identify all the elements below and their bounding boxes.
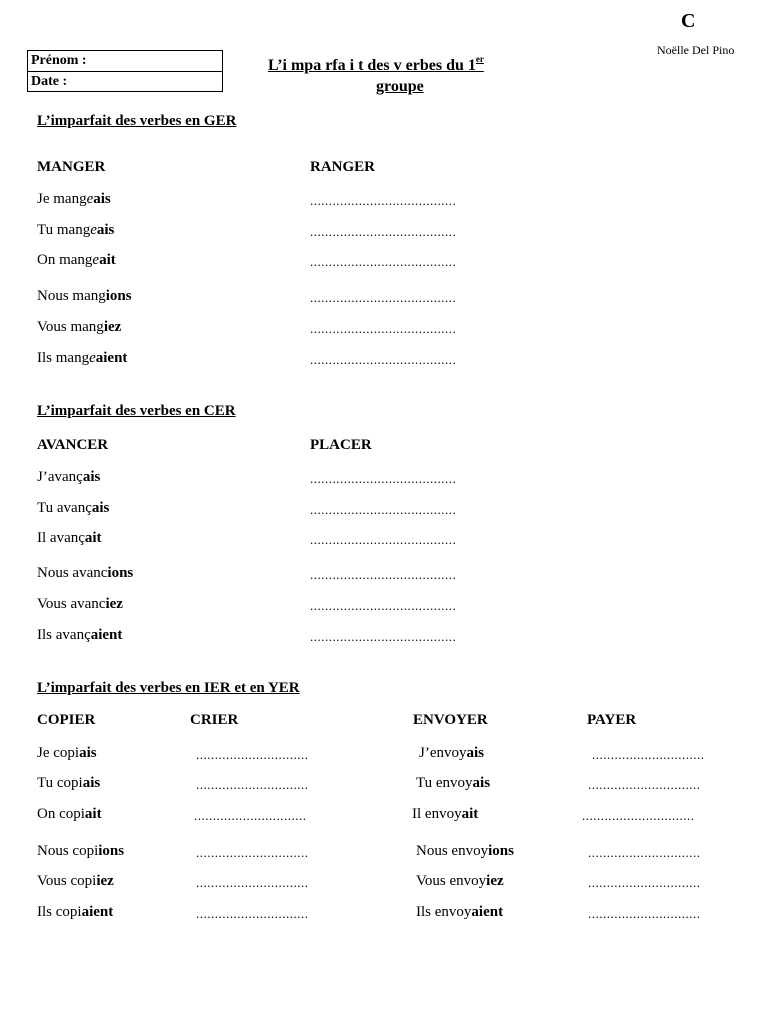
- verb-header-crier: CRIER: [190, 712, 239, 728]
- verb-stem: Ils mang: [37, 350, 90, 366]
- verb-stem: Vous mang: [37, 319, 104, 335]
- answer-blank[interactable]: ..............................: [592, 747, 705, 762]
- conjugation-form: [37, 904, 113, 921]
- corner-letter: C: [681, 10, 696, 32]
- conjugation-form: [37, 252, 116, 269]
- verb-stem: Ils avanç: [37, 627, 91, 643]
- verb-stem: On mang: [37, 252, 93, 268]
- verb-stem: Nous copi: [37, 843, 99, 859]
- verb-stem: Je copi: [37, 745, 80, 761]
- section-ier-yer-title: L’imparfait des verbes en IER et en YER: [37, 680, 300, 696]
- verb-stem: Je mang: [37, 191, 87, 207]
- conjugation-form: [416, 873, 504, 890]
- verb-header-manger: MANGER: [37, 159, 106, 175]
- answer-blank[interactable]: .......................................: [310, 567, 457, 582]
- verb-ending: ions: [98, 843, 125, 859]
- answer-blank[interactable]: ..............................: [196, 906, 309, 921]
- answer-blank[interactable]: .......................................: [310, 502, 457, 517]
- verb-stem: Vous copi: [37, 873, 97, 889]
- verb-stem: J’envoy: [419, 745, 467, 761]
- conjugation-form: [37, 530, 102, 547]
- answer-blank[interactable]: .......................................: [310, 193, 457, 208]
- verb-ending: ais: [96, 222, 115, 238]
- conjugation-form: [37, 775, 100, 792]
- verb-stem: Tu avanç: [37, 500, 92, 516]
- verb-ending: aient: [471, 904, 504, 920]
- verb-ending: ais: [82, 775, 101, 791]
- title-line1: L’i mpa rfa i t des v erbes du 1: [268, 57, 476, 74]
- verb-ending: iez: [96, 873, 114, 889]
- verb-stem: On copi: [37, 806, 85, 822]
- verb-ending: ions: [488, 843, 514, 859]
- answer-blank[interactable]: .......................................: [310, 290, 457, 305]
- conjugation-form: [37, 565, 133, 582]
- verb-stem: Ils envoy: [416, 904, 472, 920]
- answer-blank[interactable]: .......................................: [310, 254, 457, 269]
- conjugation-form: [37, 873, 114, 890]
- answer-blank[interactable]: .......................................: [310, 224, 457, 239]
- conjugation-form: [412, 806, 478, 823]
- answer-blank[interactable]: ..............................: [588, 906, 701, 921]
- verb-stem: Ils copi: [37, 904, 82, 920]
- answer-blank[interactable]: .......................................: [310, 598, 457, 613]
- conjugation-form: [37, 745, 97, 762]
- conjugation-form: [419, 745, 484, 762]
- verb-ending: aient: [81, 904, 114, 920]
- conjugation-form: [37, 500, 109, 517]
- verb-ending: ais: [91, 500, 110, 516]
- answer-blank[interactable]: ..............................: [588, 875, 701, 890]
- conjugation-form: [37, 627, 122, 644]
- verb-ending: ions: [107, 565, 134, 581]
- date-field[interactable]: Date :: [31, 74, 68, 89]
- conjugation-form: [37, 350, 127, 367]
- verb-ending: ait: [84, 530, 102, 546]
- answer-blank[interactable]: ..............................: [196, 875, 309, 890]
- section-cer-title: L’imparfait des verbes en CER: [37, 403, 236, 419]
- verb-header-copier: COPIER: [37, 712, 96, 728]
- verb-header-ranger: RANGER: [310, 159, 376, 175]
- answer-blank[interactable]: .......................................: [310, 352, 457, 367]
- answer-blank[interactable]: ..............................: [196, 777, 309, 792]
- verb-ending: ions: [105, 288, 132, 304]
- verb-ending: ais: [79, 745, 97, 761]
- answer-blank[interactable]: ..............................: [194, 808, 307, 823]
- answer-blank[interactable]: .......................................: [310, 321, 457, 336]
- answer-blank[interactable]: .......................................: [310, 532, 457, 547]
- conjugation-form: [37, 191, 111, 208]
- verb-stem: Nous avanc: [37, 565, 108, 581]
- verb-stem: Tu mang: [37, 222, 91, 238]
- conjugation-form: [37, 806, 102, 823]
- verb-ending: aient: [90, 627, 123, 643]
- conjugation-form: [37, 222, 114, 239]
- conjugation-form: [416, 843, 514, 860]
- answer-blank[interactable]: ..............................: [588, 777, 701, 792]
- conjugation-form: [37, 288, 132, 305]
- conjugation-form: [37, 596, 123, 613]
- verb-stem: Nous envoy: [416, 843, 489, 859]
- stem-e: e: [89, 350, 96, 366]
- verb-ending: ais: [93, 191, 111, 207]
- stem-e: e: [92, 252, 100, 268]
- conjugation-form: [416, 904, 503, 921]
- verb-stem: J’avanç: [37, 469, 83, 485]
- answer-blank[interactable]: ..............................: [588, 845, 701, 860]
- verb-ending: ais: [466, 745, 485, 761]
- verb-ending: iez: [103, 319, 122, 335]
- verb-ending: ais: [82, 469, 101, 485]
- verb-stem: Il avanç: [37, 530, 85, 546]
- stem-e: e: [90, 222, 97, 238]
- verb-ending: iez: [105, 596, 123, 612]
- verb-stem: Tu envoy: [416, 775, 473, 791]
- verb-stem: Nous mang: [37, 288, 106, 304]
- answer-blank[interactable]: .......................................: [310, 629, 457, 644]
- first-name-field[interactable]: Prénom :: [28, 51, 222, 72]
- conjugation-form: [37, 843, 124, 860]
- conjugation-form: [37, 469, 100, 486]
- answer-blank[interactable]: .......................................: [310, 471, 457, 486]
- verb-header-payer: PAYER: [587, 712, 637, 728]
- stem-e: e: [86, 191, 94, 207]
- verb-stem: Il envoy: [412, 806, 462, 822]
- conjugation-form: [37, 319, 121, 336]
- verb-ending: ait: [461, 806, 479, 822]
- verb-ending: iez: [486, 873, 504, 889]
- verb-header-envoyer: ENVOYER: [413, 712, 488, 728]
- verb-ending: ait: [99, 252, 116, 268]
- identity-box: [27, 50, 223, 92]
- answer-blank[interactable]: ..............................: [582, 808, 695, 823]
- verb-ending: ais: [472, 775, 491, 791]
- verb-stem: Vous avanc: [37, 596, 106, 612]
- verb-ending: ait: [84, 806, 102, 822]
- title-superscript: er: [475, 54, 484, 64]
- answer-blank[interactable]: ..............................: [196, 747, 309, 762]
- page-title-line2: groupe: [376, 78, 424, 95]
- verb-stem: Vous envoy: [416, 873, 487, 889]
- section-ger-title: L’imparfait des verbes en GER: [37, 113, 237, 129]
- verb-header-placer: PLACER: [310, 437, 372, 453]
- conjugation-form: [416, 775, 490, 792]
- author-name: Noëlle Del Pino: [657, 43, 735, 57]
- verb-stem: Tu copi: [37, 775, 83, 791]
- verb-header-avancer: AVANCER: [37, 437, 109, 453]
- answer-blank[interactable]: ..............................: [196, 845, 309, 860]
- page-title: [268, 54, 484, 75]
- verb-ending: aient: [95, 350, 128, 366]
